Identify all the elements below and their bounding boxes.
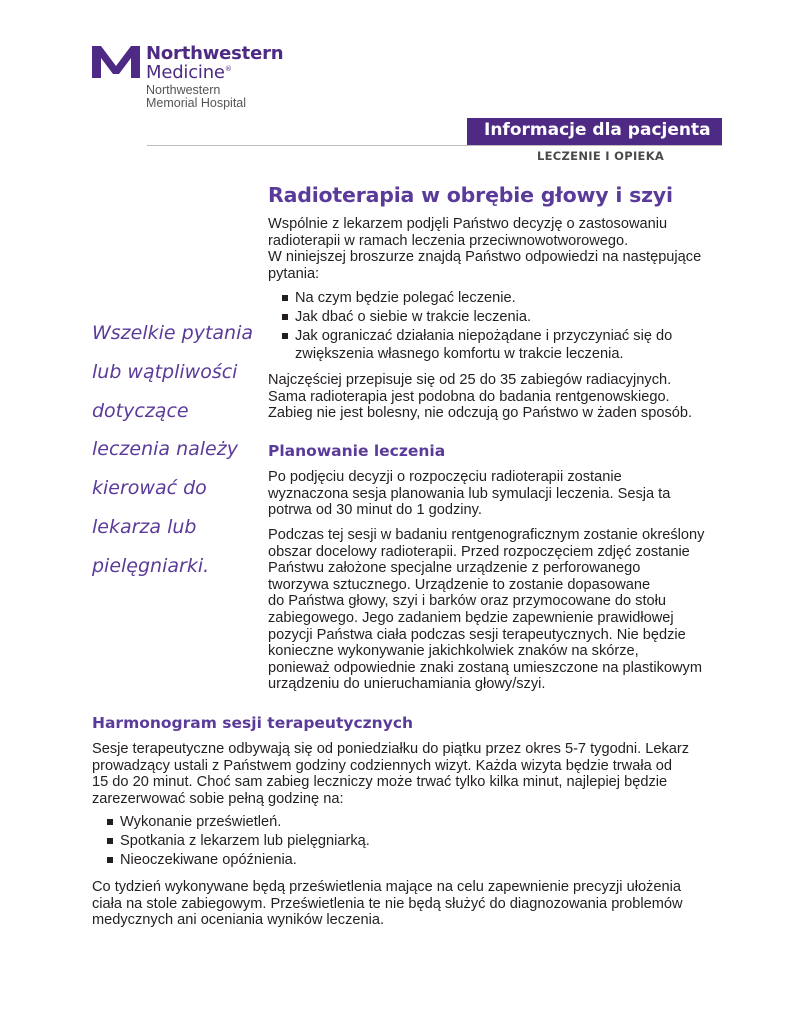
schedule-paragraph-1 [92,741,689,807]
header-divider [147,145,722,146]
text-line: konieczne wykonywanie jakichkolwiek znaków na skórze, [268,643,639,660]
bullet-square-icon [282,333,288,339]
text-line: obszar docelowy radioterapii. Przed rozpoczęciem zdjęć zostanie [268,543,690,560]
schedule-bullet-list [120,813,370,869]
bullet-square-icon [107,838,113,844]
text-line: radioterapii w ramach leczenia przeciwnowotworowego. [268,232,629,249]
text-line: ciała na stole zabiegowym. Prześwietlenia te nie będą służyć do diagnozowania problemów [92,895,683,912]
logo-subtitle: Medicine® [146,62,232,83]
text-line: Zabieg nie jest bolesny, nie odczują go Państwo w żaden sposób. [268,405,693,422]
bullet-square-icon [282,314,288,320]
text-line: zabiegowego. Jego zadaniem będzie zapewnienie prawidłowej [268,609,674,626]
intro-paragraph [268,216,701,282]
sessions-paragraph [268,372,692,422]
text-line: Po podjęciu decyzji o rozpoczęciu radioterapii zostanie [268,469,622,485]
text-line: pytania: [268,265,320,282]
text-line: Najczęściej przepisuje się od 25 do 35 zabiegów radiacyjnych. [268,372,672,388]
planning-paragraph-1 [268,469,670,519]
text-line: Sesje terapeutyczne odbywają się od poniedziałku do piątku przez okres 5-7 tygodni. Lekarz [92,741,690,757]
text-line: wyznaczona sesja planowania lub symulacji leczenia. Sesja ta [268,485,671,502]
sidebar-quote-line: kierować do [92,477,207,500]
sidebar-quote-line: leczenia należy [92,438,238,461]
sidebar-quote [92,314,267,586]
text-line: zarezerwować sobie pełną godzinę na: [92,790,344,807]
sidebar-quote-line: Wszelkie pytania [92,322,253,344]
registered-mark: ® [224,65,232,73]
text-line: pozycji Państwa ciała podczas sesji terapeutycznych. Nie będzie [268,626,686,643]
text-line: 15 do 20 minut. Choć sam zabieg leczniczy może trwać tylko kilka minut, najlepiej będzie [92,774,668,791]
text-line: Państwu założone specjalne urządzenie z perforowanego [268,560,641,577]
text-line: tworzywa sztucznego. Urządzenie to zostanie dopasowane [268,576,651,593]
northwestern-medicine-logo-icon [92,46,140,78]
planning-paragraph-2 [268,527,704,693]
text-line: medycznych ani oceniania wyników leczenia. [92,912,385,929]
list-item: Nieoczekiwane opóźnienia. [120,851,370,870]
planning-heading: Planowanie leczenia [268,442,446,460]
list-item: Jak ograniczać działania niepożądane i przyczyniać się do [295,327,672,346]
list-item: Wykonanie prześwietleń. [120,813,370,832]
page-title: Radioterapia w obrębie głowy i szyi [268,183,673,207]
hospital-name-line1: Northwestern [146,83,221,97]
sidebar-quote-line: lub wątpliwości [92,360,238,383]
text-line: Podczas tej sesji w badaniu rentgenograficznym zostanie określony [268,527,705,543]
bullet-square-icon [107,857,113,863]
text-line: ponieważ odpowiednie znaki zostaną umieszczone na plastikowym [268,659,703,676]
sidebar-quote-line: lekarza lub [92,515,197,538]
list-item-continuation: zwiększenia własnego komfortu w trakcie leczenia. [295,346,624,363]
schedule-paragraph-2 [92,879,683,929]
list-item: Spotkania z lekarzem lub pielęgniarką. [120,832,370,851]
schedule-heading: Harmonogram sesji terapeutycznych [92,714,414,732]
header-banner-title: Informacje dla pacjenta [484,120,711,140]
text-line: W niniejszej broszurze znajdą Państwo odpowiedzi na następujące [268,249,702,266]
text-line: do Państwa głowy, szyi i barków oraz przymocowane do stołu [268,593,666,610]
hospital-name-line2: Memorial Hospital [146,96,247,110]
sidebar-quote-line: dotyczące [92,399,189,422]
text-line: prowadzący ustali z Państwem godziny codziennych wizyt. Każda wizyta będzie trwała od [92,757,672,774]
section-label: LECZENIE I OPIEKA [537,149,665,163]
intro-bullet-list [295,289,672,364]
text-line: urządzeniu do unieruchamiania głowy/szyi. [268,676,546,693]
list-item: Jak dbać o siebie w trakcie leczenia. [295,308,672,327]
text-line: Wspólnie z lekarzem podjęli Państwo decyzję o zastosowaniu [268,216,668,232]
bullet-square-icon [107,819,113,825]
bullet-square-icon [282,295,288,301]
logo-name: Northwestern [146,43,284,64]
text-line: Co tydzień wykonywane będą prześwietlenia mające na celu zapewnienie precyzji ułożenia [92,879,681,895]
sidebar-quote-line: pielęgniarki. [92,554,210,577]
text-line: Sama radioterapia jest podobna do badania rentgenowskiego. [268,388,670,405]
list-item: Na czym będzie polegać leczenie. [295,289,672,308]
text-line: potrwa od 30 minut do 1 godziny. [268,502,482,519]
